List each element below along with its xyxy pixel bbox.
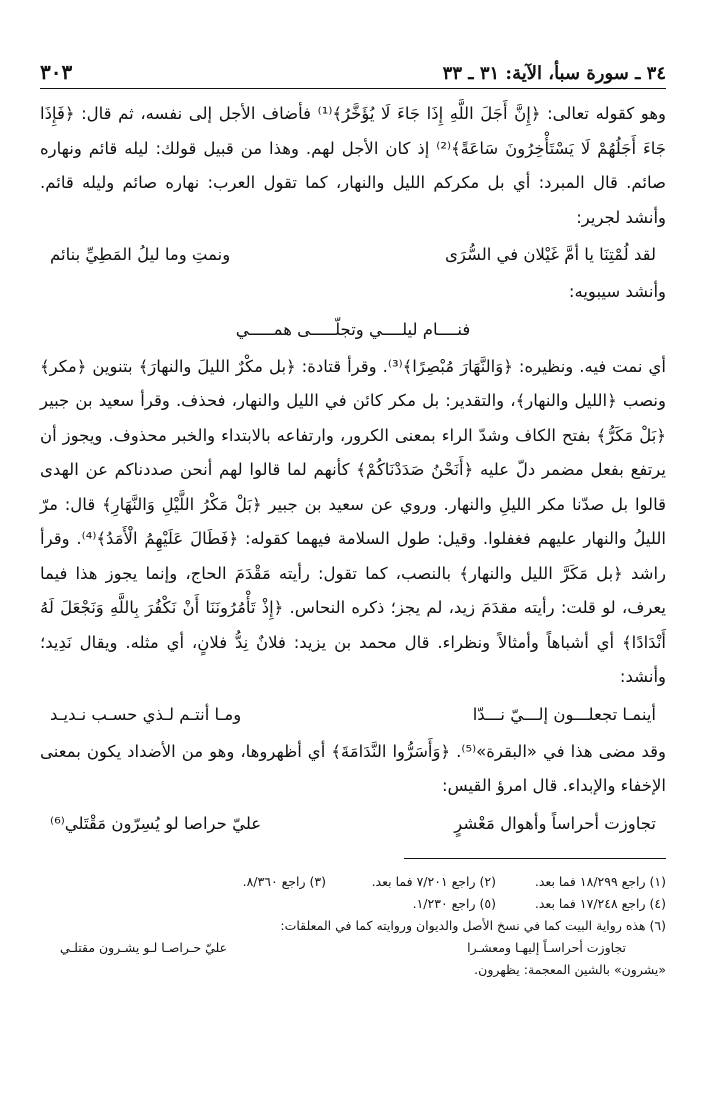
verse-hemistich-right: تجاوزت أحراساً وأهوال مَعْشرٍ <box>454 813 656 833</box>
verse-line: فنــــام ليلــــي وتجلّـــــى همـــــي <box>235 319 471 339</box>
verse-sibawayh <box>40 310 666 350</box>
footnotes <box>40 858 666 981</box>
footnote-3: (٣) راجع ٨/٣٦٠. <box>242 873 326 889</box>
footnote-6-note: «يشرون» بالشين المعجمة: يظهرون. <box>474 961 666 977</box>
verse-hemistich-left: عليّ حراصا لو يُسِرّون مَقْتَلي⁽⁶⁾ <box>50 813 262 833</box>
footnote-1: (١) راجع ١٨/٢٩٩ فما بعد. <box>534 873 666 889</box>
page-header <box>40 60 666 89</box>
verse-hemistich-right: أينمـا تجعلـــون إلـــيّ نـــدّا <box>472 704 656 724</box>
verse-jarir <box>40 235 666 275</box>
verse-nadid <box>40 695 666 735</box>
paragraph-1: وهو كقوله تعالى: ﴿إِنَّ أَجَلَ اللَّهِ إِذَا جَاءَ لَا يُؤَخَّرُ﴾⁽¹⁾ فأضاف الأجل إلى نفسه، ثم قال: ﴿فَإِذَا جَاءَ أَجَلُهُمْ لَا يَسْتَأْخِرُونَ سَاعَةً﴾⁽²⁾ إذ كان الأجل لهم. وهذا من قبيل قولك: ليله قائم ونهاره صائم. قال المبرد: أي بل مكركم الليل والنهار، كما تقول العرب: نهاره صائم وليله قائم. وأنشد لجرير: <box>40 104 666 227</box>
footnote-row-2 <box>40 893 666 915</box>
footnote-6: (٦) هذه رواية البيت كما في نسخ الأصل والديوان وروايته كما في المعلقات: <box>280 917 666 933</box>
running-title: ٣٤ ـ سورة سبأ، الآية: ٣١ ـ ٣٣ <box>442 63 666 84</box>
footnote-5: (٥) راجع ١/٢٣٠. <box>412 895 496 911</box>
verse-hemistich-right: لقد لُمْتِنَا يا أمَّ غَيْلان في السُّرَى <box>444 245 656 264</box>
verse-hemistich-left: ونمتِ وما ليلُ المَطِيِّ بنائم <box>50 245 231 264</box>
verse-hemistich-left: ومـا أنتـم لـذي حسـب نـديـد <box>50 704 242 724</box>
footnote-6-verse <box>40 937 666 959</box>
footnote-2: (٢) راجع ٧/٢٠١ فما بعد. <box>371 873 496 889</box>
paragraph-3: أي نمت فيه. ونظيره: ﴿وَالنَّهَارَ مُبْصِرًا﴾⁽³⁾. وقرأ قتادة: ﴿بل مكْرٌ الليلَ والنهارَ﴾ بتنوين ﴿مكر﴾ ونصب ﴿الليل والنهار﴾، والتقدير: بل مكر كائن في الليل والنهار، فحذف. وقرأ سعيد بن جبير ﴿بَلْ مَكَرُّ﴾ بفتح الكاف وشدّ الراء بمعنى الكرور، وارتفاعه بالابتداء والخبر محذوف. ويجوز أن يرتفع بفعل مضمر دلّ عليه ﴿أَنَحْنُ صَدَدْنَاكُمْ﴾ كأنهم لما قالوا لهم أنحن صددناكم عن الهدى قالوا بل صدّنا مكر الليلِ والنهار. وروي عن سعيد بن جبير ﴿بَلْ مَكْرُ اللَّيْلِ وَالنَّهَارِ﴾ قال: مرّ الليلُ والنهار عليهم فغفلوا. وقيل: طول السلامة فيهما كقوله: ﴿فَطَالَ عَلَيْهِمُ الْأَمَدُ﴾⁽⁴⁾. وقرأ راشد ﴿بل مَكَرَّ الليل والنهار﴾ بالنصب، كما تقول: رأيته مَقْدَمَ الحاج، وإنما يجوز هذا فيما يعرف، لو قلت: رأيته مقدَمَ زيد، لم يجز؛ ذكره النحاس. ﴿إِذْ تَأْمُرُونَنَا أَنْ نَكْفُرَ بِاللَّهِ وَنَجْعَلَ لَهُ أَنْدَادًا﴾ أي أشباهاً وأمثالاً ونظراء. قال محمد بن يزيد: فلانٌ نِدُّ فلانٍ، أي مثله. ويقال نَدِيد؛ وأنشد: <box>40 356 666 686</box>
book-page <box>40 60 666 981</box>
paragraph-2: وأنشد سيبويه: <box>568 282 666 301</box>
paragraph-4: وقد مضى هذا في «البقرة»⁽⁵⁾. ﴿وَأَسَرُّوا النَّدَامَةَ﴾ أي أظهروها، وهو من الأضداد يكون بمعنى الإخفاء والإبداء. قال امرؤ القيس: <box>40 741 666 795</box>
main-text <box>40 97 666 844</box>
footnote-divider <box>404 858 666 859</box>
footnote-row-1 <box>40 871 666 893</box>
verse-imru-al-qays <box>40 804 666 844</box>
page-number: ٣٠٣ <box>40 60 73 84</box>
footnote-4: (٤) راجع ١٧/٢٤٨ فما بعد. <box>534 895 666 911</box>
footnote-verse-right: تجاوزت أحراسـاً إليهـا ومعشـرا <box>467 939 626 955</box>
footnote-verse-left: عليّ حـراصـا لـو يشـرون مقتلـي <box>60 939 228 955</box>
